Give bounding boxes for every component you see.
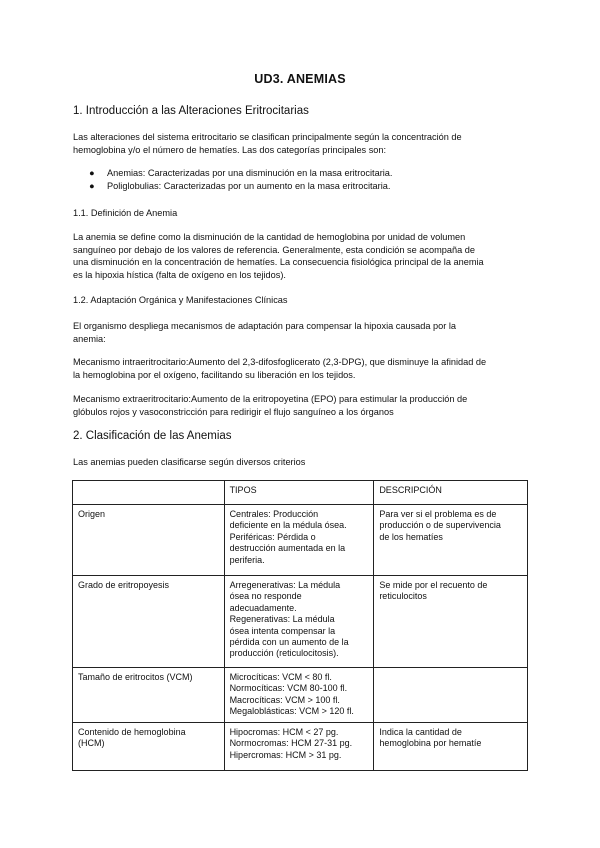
table-row bbox=[73, 576, 528, 668]
text-line: hemoglobina y/o el número de hematíes. Las dos categorías principales son: bbox=[73, 144, 387, 155]
adaptation-intro bbox=[73, 320, 528, 345]
description-cell: Indica la cantidad de hemoglobina por hematíe bbox=[374, 723, 528, 771]
intraerythrocytic-mechanism bbox=[73, 356, 528, 381]
table-row bbox=[73, 668, 528, 723]
text-line: es la hipoxia hística (falta de oxígeno en los tejidos). bbox=[73, 269, 286, 280]
table-header-row bbox=[73, 481, 528, 505]
text-line: Las alteraciones del sistema eritrocitario se clasifican principalmente según la concentración de bbox=[73, 132, 462, 142]
description-cell: Se mide por el recuento de reticulocitos bbox=[374, 576, 528, 668]
header-cell: DESCRIPCIÓN bbox=[374, 481, 528, 505]
bullet-icon: ● bbox=[89, 180, 95, 191]
text-line: sanguíneo por debajo de los valores de referencia. Generalmente, esta condición se acompaña de bbox=[73, 244, 475, 255]
text-line: Mecanismo intraeritrocitario:Aumento del 2,3-difosfoglicerato (2,3-DPG), que disminuye la afinidad de bbox=[73, 357, 487, 367]
section1-intro bbox=[73, 131, 528, 156]
section2-heading: 2. Clasificación de las Anemias bbox=[73, 430, 232, 442]
category-list bbox=[73, 167, 392, 192]
extraerythrocytic-mechanism bbox=[73, 393, 528, 418]
anemia-definition bbox=[73, 231, 528, 281]
text-line: La anemia se define como la disminución de la cantidad de hemoglobina por unidad de volumen bbox=[73, 232, 466, 242]
description-cell bbox=[374, 668, 528, 723]
types-cell: Hipocromas: HCM < 27 pg. Normocromas: HCM 27-31 pg. Hipercromas: HCM > 31 pg. bbox=[224, 723, 374, 771]
table-row bbox=[73, 505, 528, 576]
table-row bbox=[73, 723, 528, 771]
subsection-1-2-heading: 1.2. Adaptación Orgánica y Manifestaciones Clínicas bbox=[73, 295, 288, 305]
text-line: Mecanismo extraeritrocitario:Aumento de la eritropoyetina (EPO) para estimular la producción de bbox=[73, 394, 468, 404]
section1-heading: 1. Introducción a las Alteraciones Eritrocitarias bbox=[73, 105, 309, 117]
types-cell: Microcíticas: VCM < 80 fl. Normocíticas: VCM 80-100 fl. Macrocíticas: VCM > 100 fl. Megaloblásticas: VCM > 120 fl. bbox=[224, 668, 374, 723]
list-item: ● Anemias: Caracterizadas por una disminución en la masa eritrocitaria. bbox=[89, 168, 393, 178]
text-line: la hemoglobina por el oxígeno, facilitando su liberación en los tejidos. bbox=[73, 369, 356, 380]
text-line: anemia: bbox=[73, 333, 106, 344]
criterion-cell: Origen bbox=[73, 505, 225, 576]
text-line: una disminución en la concentración de hematíes. La consecuencia fisiológica principal de la anemia bbox=[73, 257, 484, 268]
description-cell: Para ver si el problema es de producción o de supervivencia de los hematíes bbox=[374, 505, 528, 576]
criterion-cell: Grado de eritropoyesis bbox=[73, 576, 225, 668]
subsection-1-1-heading: 1.1. Definición de Anemia bbox=[73, 208, 178, 218]
classification-table bbox=[72, 480, 528, 771]
text-line: El organismo despliega mecanismos de adaptación para compensar la hipoxia causada por la bbox=[73, 321, 457, 331]
criterion-cell: Contenido de hemoglobina (HCM) bbox=[73, 723, 225, 771]
section2-intro: Las anemias pueden clasificarse según diversos criterios bbox=[73, 457, 306, 467]
criterion-cell: Tamaño de eritrocitos (VCM) bbox=[73, 668, 225, 723]
header-cell bbox=[73, 481, 225, 505]
types-cell: Centrales: Producción deficiente en la médula ósea. Periféricas: Pérdida o destrucción aumentada en la periferia. bbox=[224, 505, 374, 576]
document-title: UD3. ANEMIAS bbox=[254, 72, 346, 86]
list-item: ● Poliglobulias: Caracterizadas por un aumento en la masa eritrocitaria. bbox=[89, 180, 391, 191]
header-cell: TIPOS bbox=[224, 481, 374, 505]
bullet-icon: ● bbox=[89, 168, 95, 178]
text-line: glóbulos rojos y vasoconstricción para redirigir el flujo sanguíneo a los órganos bbox=[73, 406, 394, 417]
types-cell: Arregenerativas: La médula ósea no responde adecuadamente. Regenerativas: La médula ósea intenta compensar la pérdida con un aumento de la producción (reticulocitosis). bbox=[224, 576, 374, 668]
